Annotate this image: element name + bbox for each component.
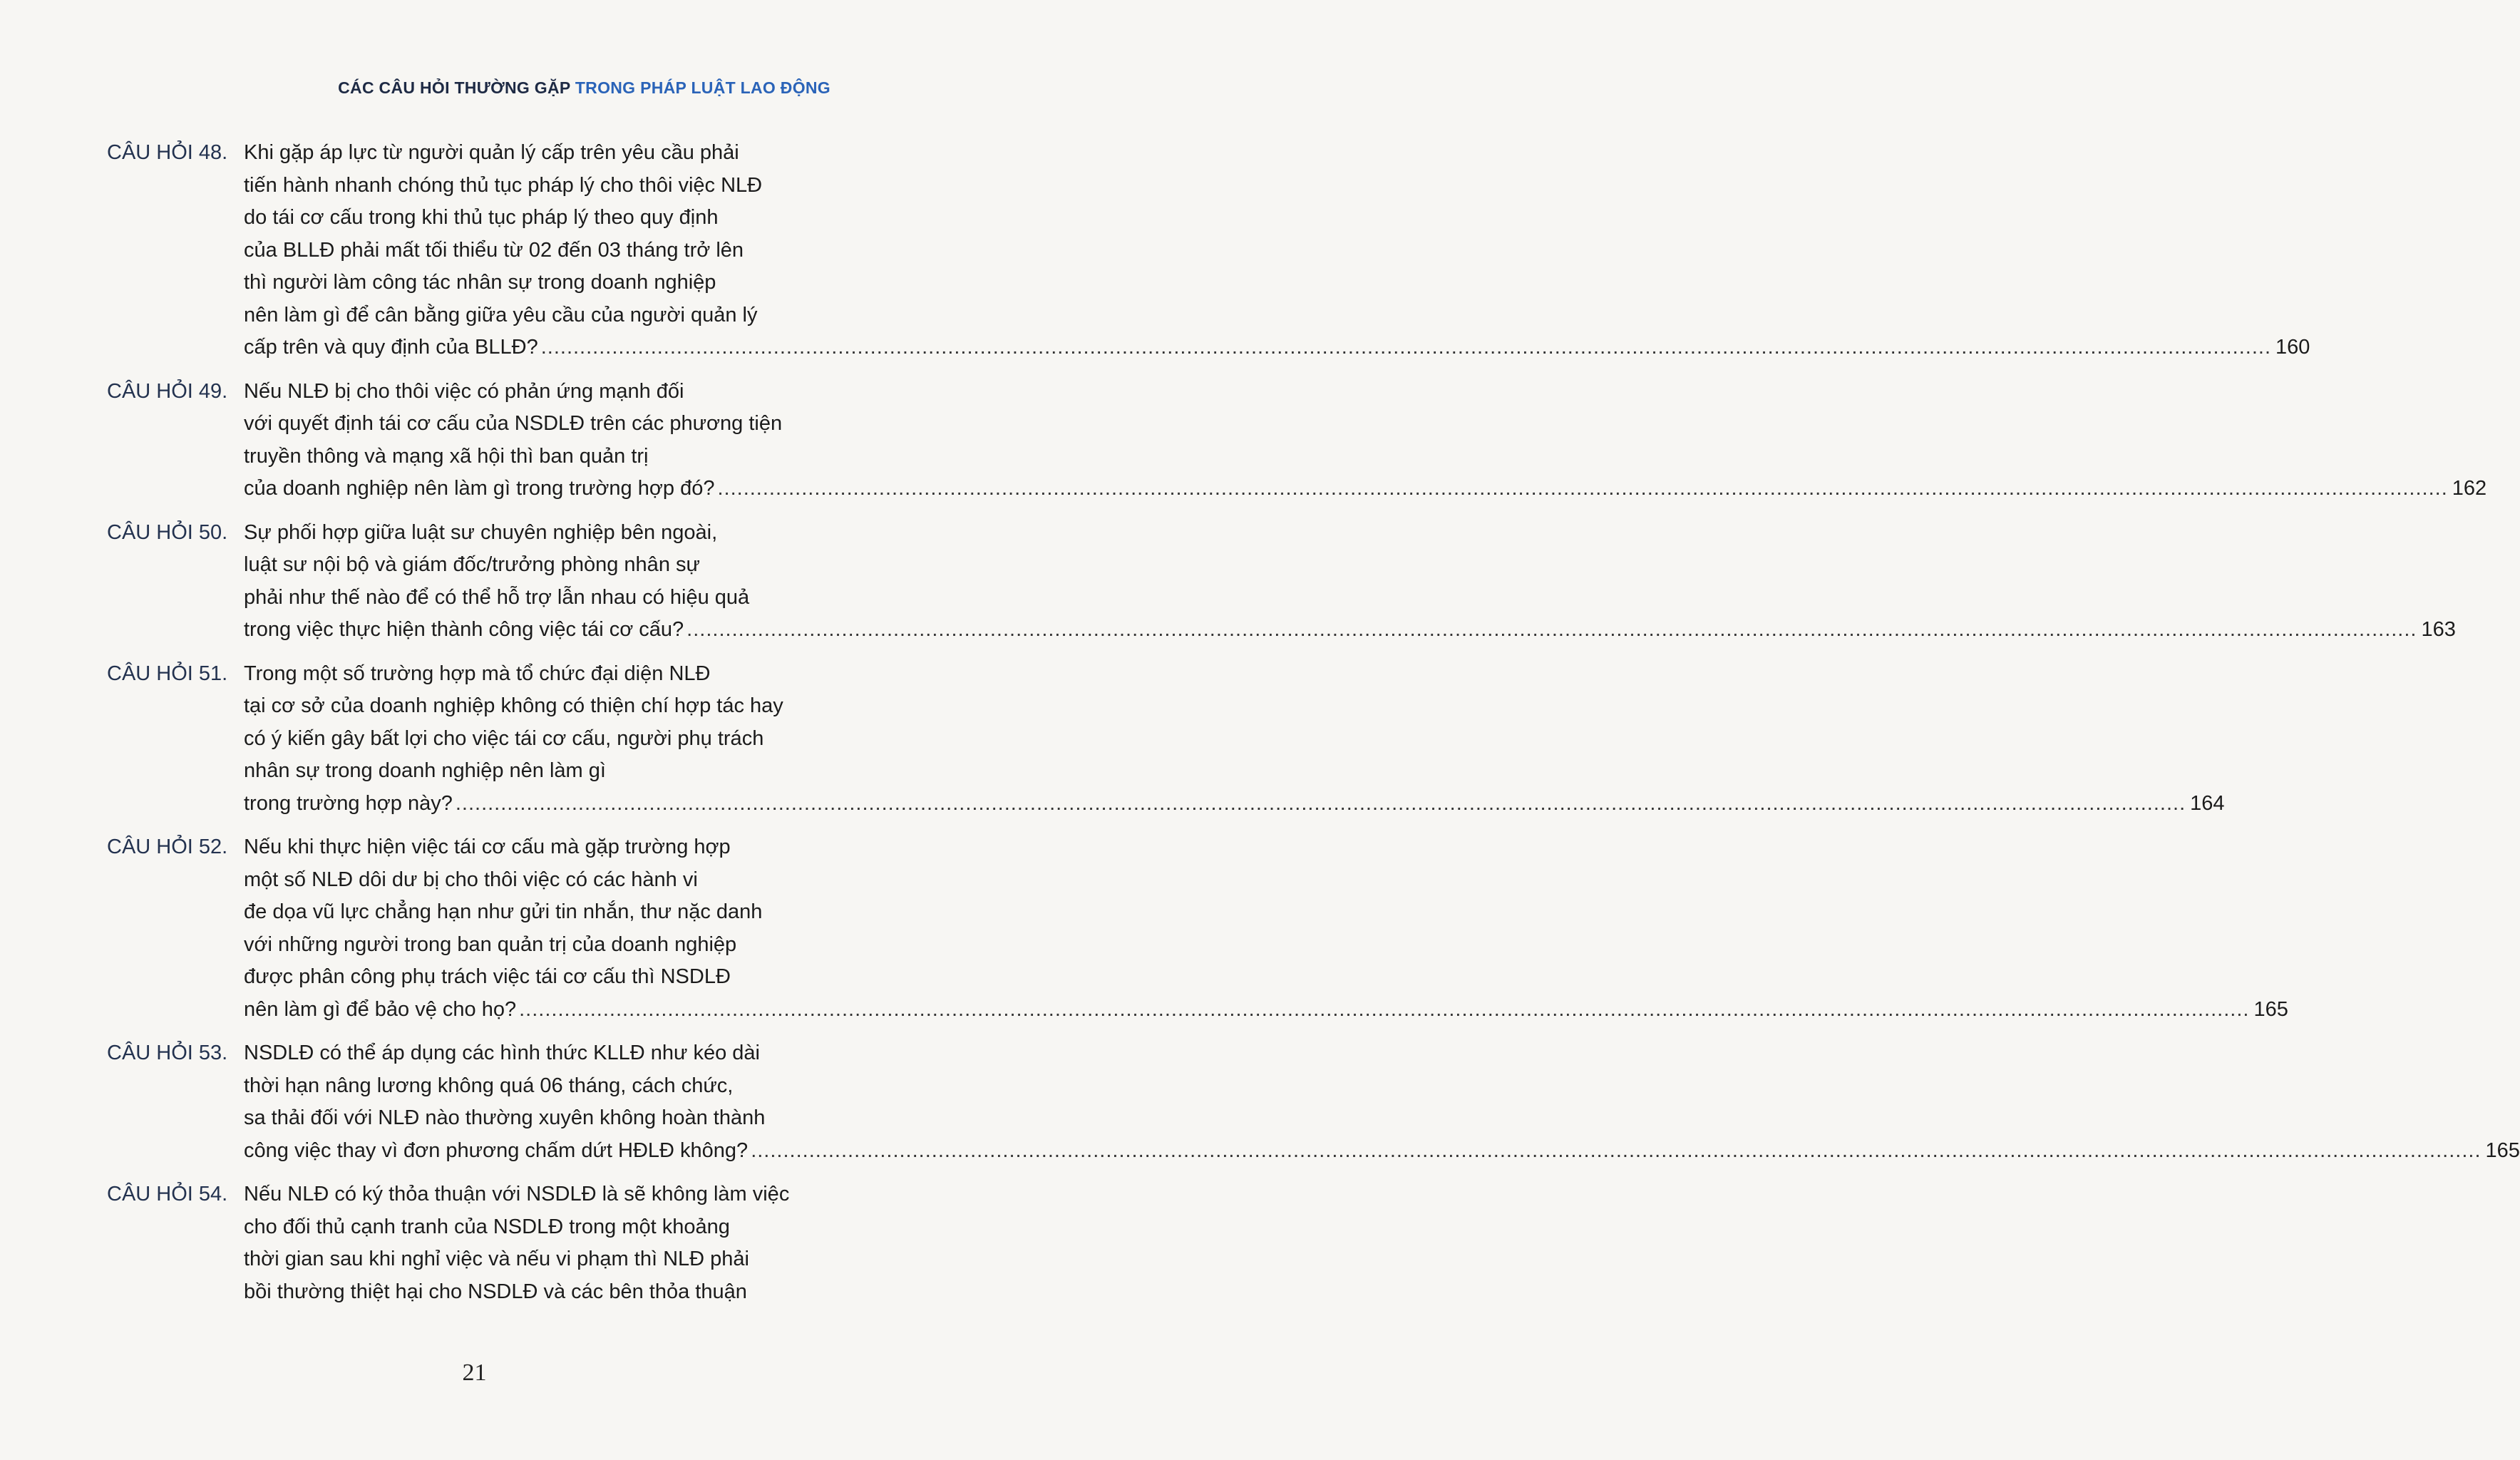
question-text xyxy=(244,1037,2520,1167)
question-line: thời gian sau khi nghỉ việc và nếu vi phạm thì NLĐ phải xyxy=(244,1248,749,1270)
toc-entry xyxy=(107,137,2310,364)
question-line: tiến hành nhanh chóng thủ tục pháp lý cho thôi việc NLĐ xyxy=(244,173,763,197)
question-line: nên làm gì để cân bằng giữa yêu cầu của người quản lý xyxy=(244,303,758,327)
question-line: Sự phối hợp giữa luật sư chuyên nghiệp bên ngoài, xyxy=(244,520,718,544)
question-line: của BLLĐ phải mất tối thiểu từ 02 đến 03 tháng trở lên xyxy=(244,238,744,262)
question-line: bồi thường thiệt hại cho NSDLĐ và các bên thỏa thuận xyxy=(244,1280,747,1303)
dot-leader xyxy=(456,788,2186,821)
question-line-text: trong trường hợp này? xyxy=(244,791,453,815)
toc-entry xyxy=(107,517,2456,647)
toc-page-number: 160 xyxy=(2275,336,2310,359)
question-line: với những người trong ban quản trị của doanh nghiệp xyxy=(244,932,737,956)
question-line: thì người làm công tác nhân sự trong doanh nghiệp xyxy=(244,271,716,294)
question-number: CÂU HỎI 52. xyxy=(107,836,228,858)
dot-leader xyxy=(717,473,2447,505)
question-number: CÂU HỎI 50. xyxy=(107,520,228,544)
question-line: luật sư nội bộ và giám đốc/trưởng phòng nhân sự xyxy=(244,553,700,576)
question-line: một số NLĐ dôi dư bị cho thôi việc có các hành vi xyxy=(244,868,698,891)
question-line-text: cấp trên và quy định của BLLĐ? xyxy=(244,336,538,359)
question-line: tại cơ sở của doanh nghiệp không có thiện chí hợp tác hay xyxy=(244,694,783,717)
question-text xyxy=(244,137,2310,364)
question-line: thời hạn nâng lương không quá 06 tháng, cách chức, xyxy=(244,1074,734,1097)
question-line: đe dọa vũ lực chẳng hạn như gửi tin nhắn, thư nặc danh xyxy=(244,900,763,923)
question-line: Nếu NLĐ bị cho thôi việc có phản ứng mạnh đối xyxy=(244,379,684,403)
toc-page-number: 163 xyxy=(2421,618,2456,641)
toc-entry xyxy=(107,1178,830,1308)
question-line xyxy=(244,1135,2520,1168)
question-text xyxy=(244,1178,830,1308)
question-line: nhân sự trong doanh nghiệp nên làm gì xyxy=(244,759,606,782)
table-of-contents xyxy=(107,137,2520,1320)
toc-page-number: 164 xyxy=(2190,791,2225,815)
question-number: CÂU HỎI 49. xyxy=(107,379,228,403)
question-text xyxy=(244,517,2456,647)
question-line-text: trong việc thực hiện thành công việc tái cơ cấu? xyxy=(244,618,684,641)
question-line-text: công việc thay vì đơn phương chấm dứt HĐLĐ không? xyxy=(244,1138,749,1162)
question-line: Nếu NLĐ có ký thỏa thuận với NSDLĐ là sẽ không làm việc xyxy=(244,1183,790,1205)
running-header-part1: CÁC CÂU HỎI THƯỜNG GẶP xyxy=(338,78,571,97)
page-number: 21 xyxy=(462,1359,487,1386)
question-number: CÂU HỎI 51. xyxy=(107,662,228,685)
question-line: phải như thế nào để có thể hỗ trợ lẫn nhau có hiệu quả xyxy=(244,585,750,609)
question-line: NSDLĐ có thể áp dụng các hình thức KLLĐ như kéo dài xyxy=(244,1042,760,1064)
dot-leader xyxy=(751,1135,2481,1168)
running-header xyxy=(338,78,830,98)
toc-page-number: 165 xyxy=(2485,1138,2520,1162)
toc-entry xyxy=(107,1037,2520,1167)
question-line-text: của doanh nghiệp nên làm gì trong trường hợp đó? xyxy=(244,477,715,500)
question-text xyxy=(244,658,2225,821)
question-line xyxy=(244,994,2288,1027)
toc-entry xyxy=(107,658,2225,821)
question-line: với quyết định tái cơ cấu của NSDLĐ trên các phương tiện xyxy=(244,412,783,435)
question-line: Trong một số trường hợp mà tổ chức đại diện NLĐ xyxy=(244,662,711,685)
question-line xyxy=(244,331,2310,364)
question-line: Khi gặp áp lực từ người quản lý cấp trên yêu cầu phải xyxy=(244,141,739,164)
question-line: được phân công phụ trách việc tái cơ cấu thì NSDLĐ xyxy=(244,965,731,988)
toc-page-number: 162 xyxy=(2452,477,2487,500)
question-line: sa thải đối với NLĐ nào thường xuyên không hoàn thành xyxy=(244,1106,766,1129)
question-line: do tái cơ cấu trong khi thủ tục pháp lý theo quy định xyxy=(244,206,719,229)
question-line: truyền thông và mạng xã hội thì ban quản trị xyxy=(244,444,649,468)
question-line xyxy=(244,614,2456,647)
question-text xyxy=(244,376,2486,505)
toc-entry xyxy=(107,376,2487,505)
question-number: CÂU HỎI 53. xyxy=(107,1042,228,1064)
toc-page-number: 165 xyxy=(2253,997,2288,1021)
question-text xyxy=(244,831,2288,1026)
dot-leader xyxy=(541,331,2271,364)
question-line: có ý kiến gây bất lợi cho việc tái cơ cấu, người phụ trách xyxy=(244,726,764,750)
question-line xyxy=(244,473,2486,505)
question-line: Nếu khi thực hiện việc tái cơ cấu mà gặp trường hợp xyxy=(244,836,731,858)
question-line xyxy=(244,788,2225,821)
dot-leader xyxy=(519,994,2249,1027)
question-line: cho đối thủ cạnh tranh của NSDLĐ trong một khoảng xyxy=(244,1215,730,1238)
toc-entry xyxy=(107,831,2288,1026)
running-header-part2: TRONG PHÁP LUẬT LAO ĐỘNG xyxy=(575,78,830,97)
question-number: CÂU HỎI 48. xyxy=(107,141,228,164)
question-line-text: nên làm gì để bảo vệ cho họ? xyxy=(244,997,517,1021)
dot-leader xyxy=(686,614,2417,647)
question-number: CÂU HỎI 54. xyxy=(107,1183,228,1205)
